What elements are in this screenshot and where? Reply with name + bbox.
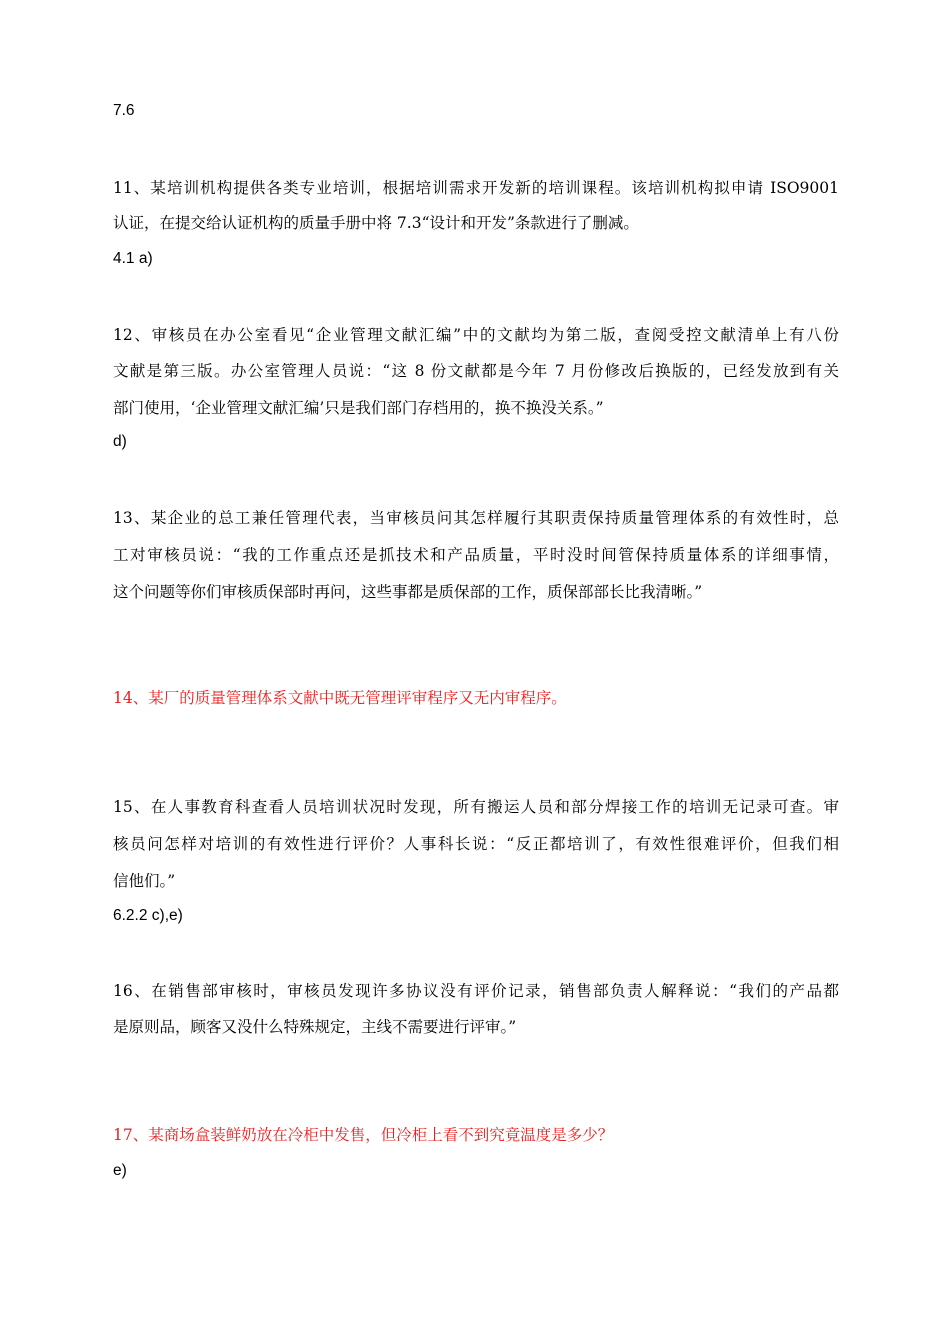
question-text-line: 17、某商场盒装鲜奶放在冷柜中发售，但冷柜上看不到究竟温度是多少？ (113, 1126, 614, 1144)
question-text-line: 是原则品，顾客又没什么特殊规定，主线不需要进行评审。” (113, 1018, 517, 1036)
question-text-line: 部门使用，‘企业管理文献汇编’只是我们部门存档用的，换不换没关系。” (113, 399, 604, 417)
question-answer: e) (113, 1162, 127, 1179)
question-text-line: 核员问怎样对培训的有效性进行评价？人事科长说：“反正都培训了，有效性很难评价，但我们相 (113, 835, 839, 853)
question-text-line: 这个问题等你们审核质保部时再问，这些事都是质保部的工作，质保部部长比我清晰。” (113, 583, 703, 601)
question-text-line: 认证，在提交给认证机构的质量手册中将 7.3“设计和开发”条款进行了删减。 (113, 214, 639, 232)
question-text-line: 13、某企业的总工兼任管理代表，当审核员问其怎样履行其职责保持质量管理体系的有效性时，总 (113, 509, 839, 527)
question-text-line: 16、在销售部审核时，审核员发现许多协议没有评价记录，销售部负责人解释说：“我们的产品都 (113, 982, 839, 1000)
question-answer: d) (113, 433, 127, 450)
question-answer: 4.1 a) (113, 250, 153, 267)
question-text-line: 14、某厂的质量管理体系文献中既无管理评审程序又无内审程序。 (113, 689, 567, 707)
question-text-line: 信他们。” (113, 872, 176, 890)
question-answer: 6.2.2 c),e) (113, 907, 183, 924)
question-text-line: 11、某培训机构提供各类专业培训，根据培训需求开发新的培训课程。该培训机构拟申请 ISO9001 (113, 179, 839, 197)
clause-reference: 7.6 (113, 102, 135, 119)
question-text-line: 文献是第三版。办公室管理人员说：“这 8 份文献都是今年 7 月份修改后换版的，已经发放到有关 (113, 362, 839, 380)
question-text-line: 15、在人事教育科查看人员培训状况时发现，所有搬运人员和部分焊接工作的培训无记录可查。审 (113, 798, 839, 816)
question-text-line: 12、审核员在办公室看见“企业管理文献汇编”中的文献均为第二版，查阅受控文献清单上有八份 (113, 326, 839, 344)
question-text-line: 工对审核员说：“我的工作重点还是抓技术和产品质量，平时没时间管保持质量体系的详细事情， (113, 546, 839, 564)
